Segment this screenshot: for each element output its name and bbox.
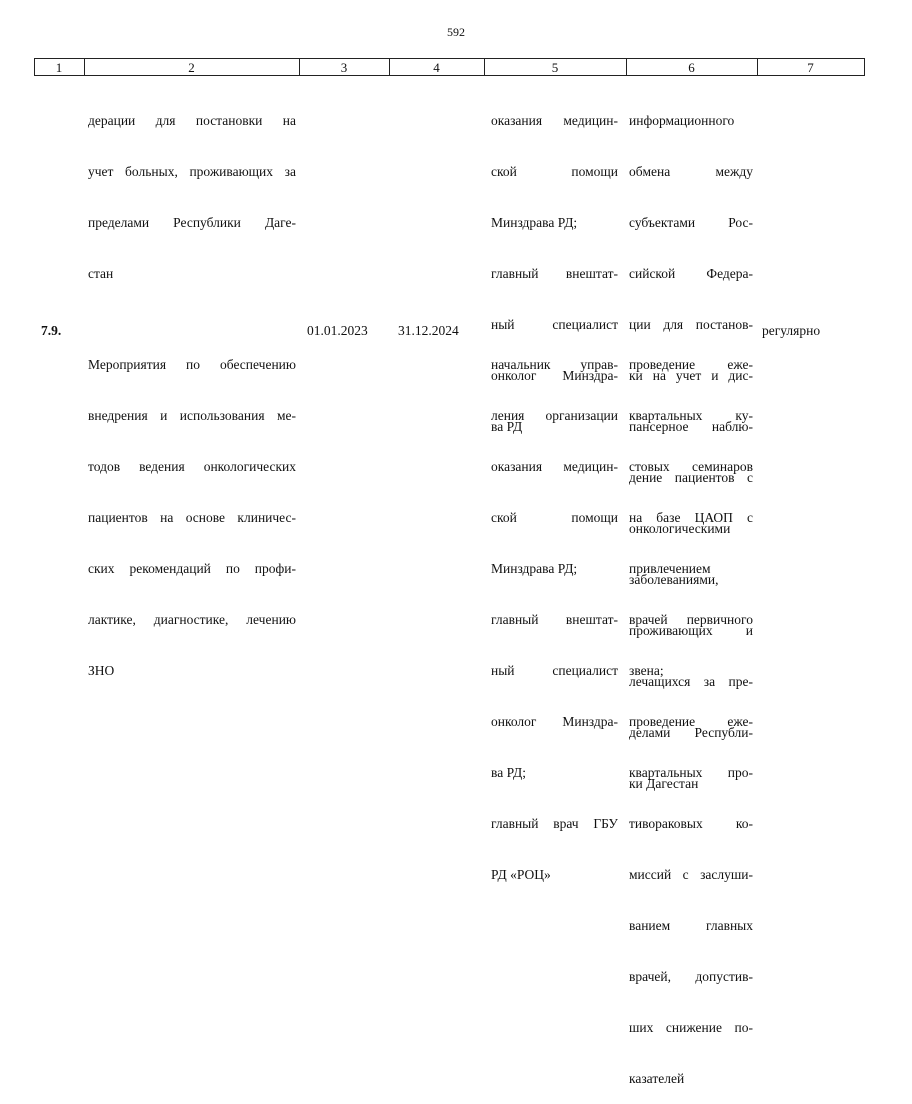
start-date: 01.01.2023 <box>307 323 368 338</box>
end-date: 31.12.2024 <box>398 323 459 338</box>
column-number: 4 <box>433 60 440 75</box>
cont-col2-text: дерации для постановки на учет больных, проживающих за пределами Республики Даге- стан <box>88 113 296 281</box>
periodicity: регулярно <box>762 323 821 338</box>
cont-col6-text: информационного обмена между субъектами Рос- сийской Федера- ции для постанов- ки на учет и дис- пансерное наблю- дение пациентов с онкологическими заболеваниями, проживающих и лечащихся за пре- делами Республи- ки Дагестан <box>629 113 753 791</box>
page-number: 592 <box>447 25 465 39</box>
header-divider <box>864 58 865 76</box>
row-number: 7.9. <box>41 323 62 338</box>
row79-col5-text: начальник управ- ления организации оказания медицин- ской помощи Минздрава РД; главный внештат- ный специалист онколог Минздра- ва РД; главный врач ГБУ РД «РОЦ» <box>491 357 618 882</box>
row79-col6-text: проведение еже- квартальных ку- стовых семинаров на базе ЦАОП с привлечением врачей первичного звена; проведение еже- квартальных про- тивораковых ко- миссий с заслуши- ванием главных врачей, допустив- ших снижение по- казателей <box>629 357 753 1086</box>
column-number: 2 <box>188 60 195 75</box>
row79-col2-text: Мероприятия по обеспечению внедрения и использования ме- тодов ведения онкологических пациентов на основе клиничес- ских рекомендаций по профи- лактике, диагностике, лечению ЗНО <box>88 357 296 678</box>
column-number: 1 <box>55 60 63 75</box>
column-number: 6 <box>688 60 695 75</box>
column-number: 3 <box>340 60 348 75</box>
column-number: 7 <box>807 60 814 75</box>
cont-col5-text: оказания медицин- ской помощи Минздрава РД; главный внештат- ный специалист онколог Минздра- ва РД <box>491 113 618 434</box>
header-top-rule <box>34 58 864 59</box>
column-number: 5 <box>551 60 559 75</box>
